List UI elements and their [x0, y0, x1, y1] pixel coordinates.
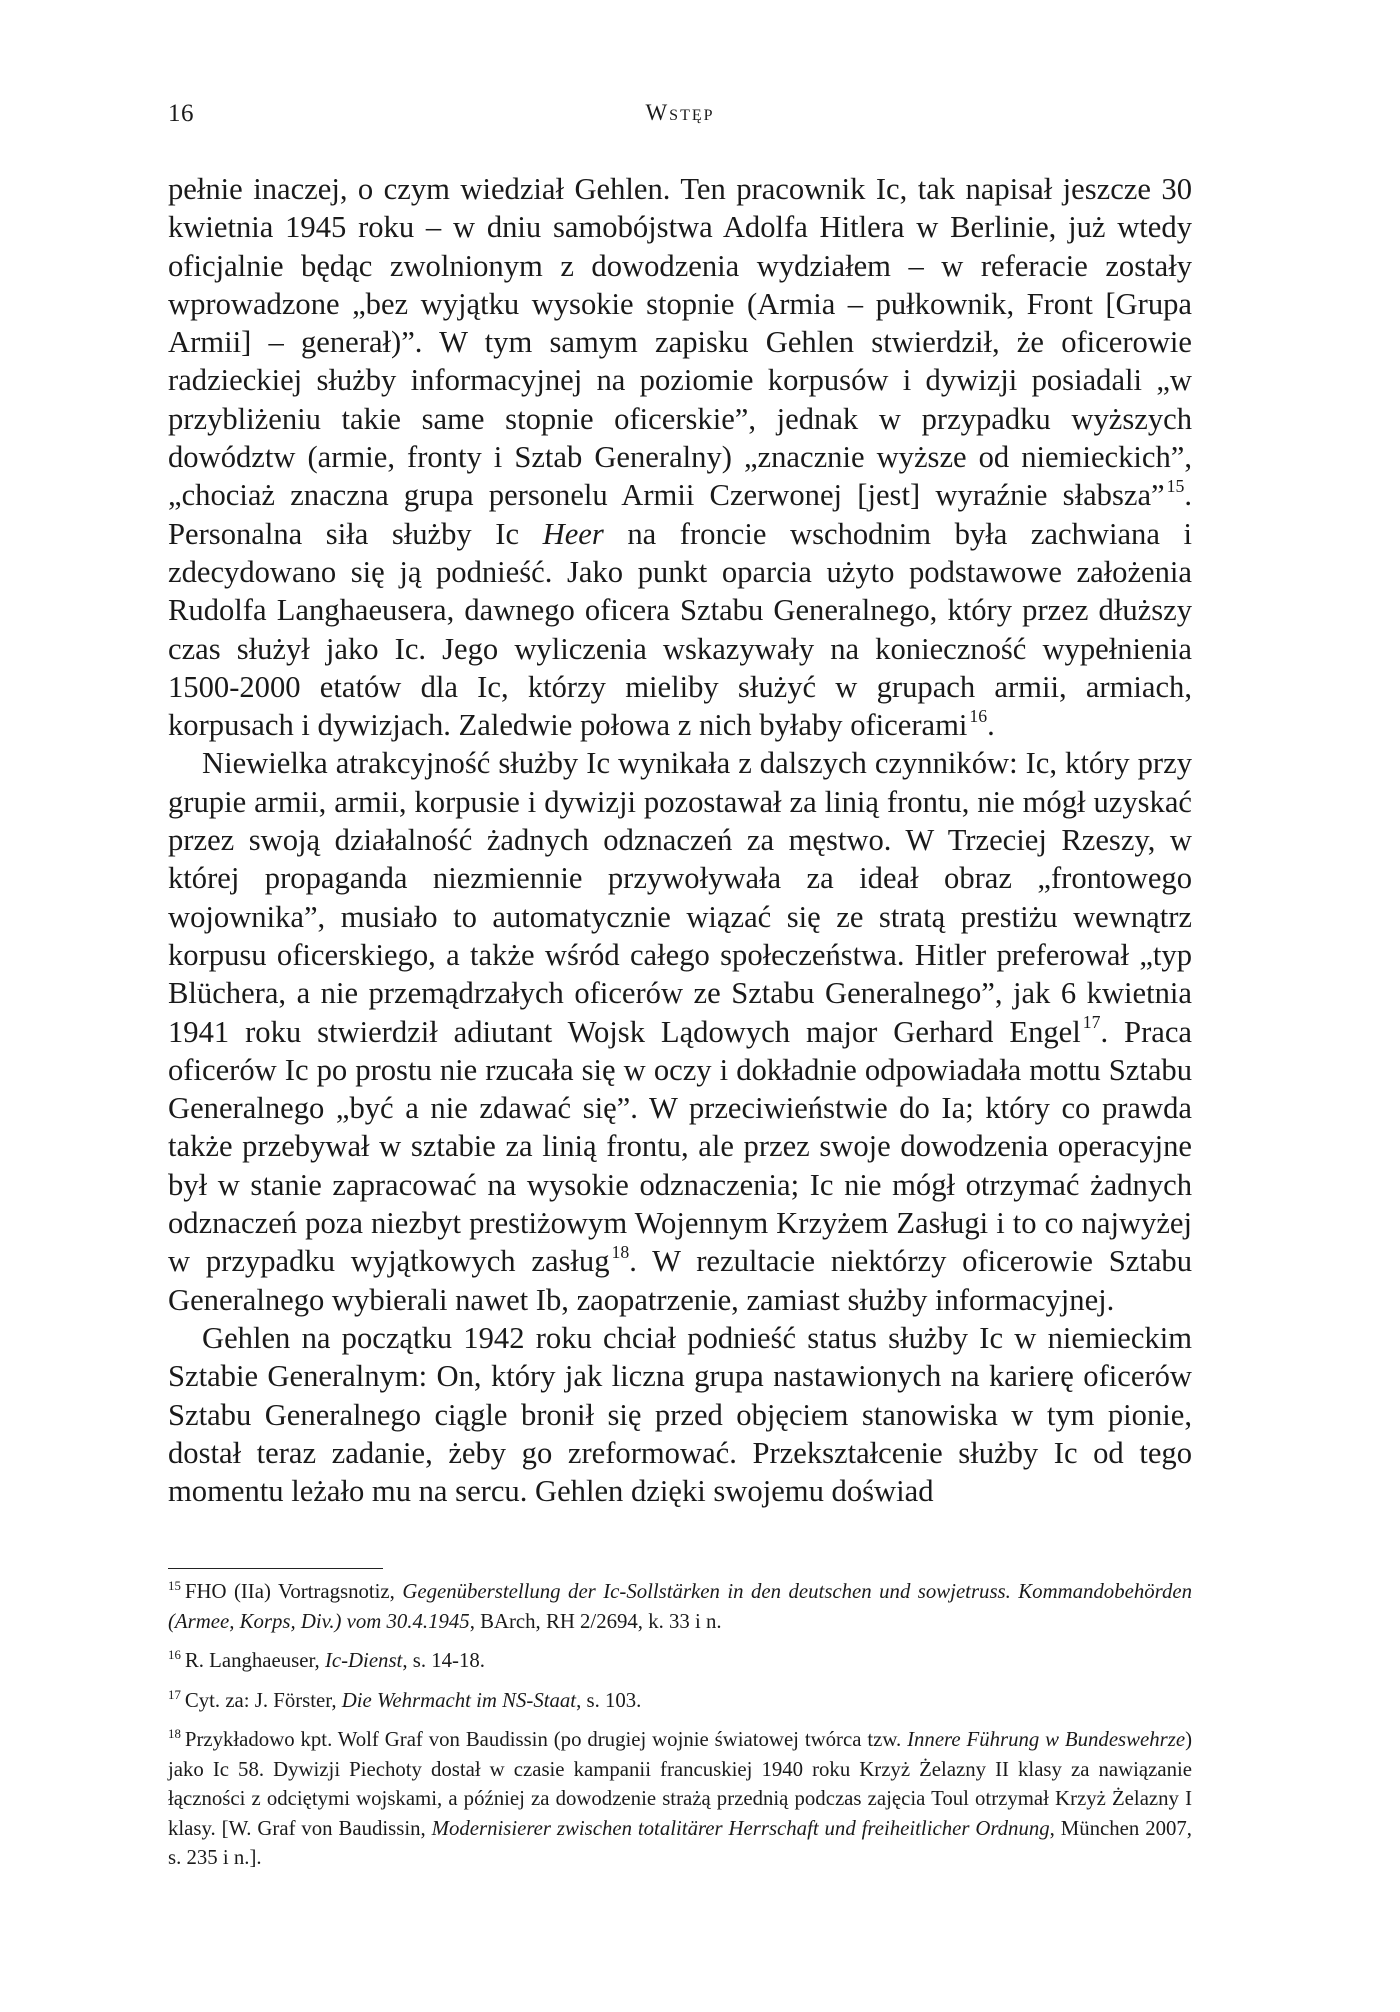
paragraph-2 [168, 744, 1192, 1318]
text-run: . Praca oficerów Ic po prostu nie rzucała się w oczy i dokładnie odpowiadała mottu Sztabu Generalnego „być a nie zdawać się”. W przeciwieństwie do Ia; który co prawda także przebywał w sztabie za linią frontu, ale przez swoje dowodzenia operacyjne był w stanie zapracować na wysokie odznaczenia; Ic nie mógł otrzymać żadnych odznaczeń poza niezbyt prestiżowym Wojennym Krzyżem Zasługi i to co najwyżej w przypadku wyjątkowych zasług [168, 1014, 1192, 1279]
text-run: na froncie wschodnim była zachwiana i zdecydowano się ją podnieść. Jako punkt oparcia użyto podstawowe założenia Rudolfa Langhaeusera, dawnego oficera Sztabu Generalnego, który przez dłuższy czas służył jako Ic. Jego wyliczenia wskazywały na konieczność wypełnienia 1500-2000 etatów dla Ic, którzy mieliby służyć w grupach armii, armiach, korpusach i dywizjach. Zaledwie połowa z nich byłaby oficerami [168, 516, 1192, 743]
footnote-ref: 16 [969, 705, 988, 726]
footnote-ref: 17 [1082, 1012, 1101, 1033]
footnote-number: 15 [168, 1579, 181, 1594]
text-run: Przykładowo kpt. Wolf Graf von Baudissin (po drugiej wojnie światowej twórca tzw. [184, 1728, 908, 1751]
footnote [168, 1725, 1192, 1873]
text-run: R. Langhaeuser, [184, 1649, 325, 1672]
running-head: Wstęp [645, 100, 715, 125]
text-run: FHO (IIa) Vortragsnotiz, [184, 1580, 403, 1603]
footnote-number: 17 [168, 1687, 181, 1702]
page-number: 16 [168, 100, 194, 127]
italic-text: Gegenüberstellung der Ic-Sollstärken in den deutschen und sowjetruss. Kommandobehörden (Armee, Korps, Div.) vom 30.4.1945 [168, 1580, 1192, 1633]
italic-text: Innere Führung w Bundeswehrze [907, 1728, 1186, 1751]
text-run: Niewielka atrakcyjność służby Ic wynikała z dalszych czynników: Ic, który przy grupie armii, armii, korpusie i dywizji pozostawał za linią frontu, nie mógł uzyskać przez swoją działalność żadnych odznaczeń za męstwo. W Trzeciej Rzeszy, w której propaganda niezmiennie przywoływała za ideał obraz „frontowego wojownika”, musiało to automatycznie wiązać się ze stratą prestiżu wewnątrz korpusu oficerskiego, a także wśród całego społeczeństwa. Hitler preferował „typ Blüchera, a nie przemądrzałych oficerów ze Sztabu Generalnego”, jak 6 kwietnia 1941 roku stwierdził adiutant Wojsk Lądowych major Gerhard Engel [168, 746, 1192, 1049]
text-run: . [987, 708, 995, 743]
text-run: , s. 14-18. [402, 1649, 485, 1672]
text-run: , München 2007, s. 235 i n.]. [168, 1816, 1192, 1869]
paragraph-3 [168, 1319, 1192, 1510]
footnote-rule [168, 1568, 383, 1569]
page-header [168, 100, 1192, 140]
text-run: . W rezultacie niektórzy oficerowie Sztabu Generalnego wybierali nawet Ib, zaopatrzenie, zamiast służby informacyjnej. [168, 1244, 1193, 1317]
footnote-number: 16 [168, 1648, 181, 1663]
footnote [168, 1646, 1192, 1676]
footnote-number: 18 [168, 1727, 181, 1742]
italic-text: Ic-Dienst [324, 1649, 403, 1672]
italic-text: Heer [542, 516, 604, 551]
text-run: pełnie inaczej, o czym wiedział Gehlen. Ten pracownik Ic, tak napisał jeszcze 30 kwietnia 1945 roku – w dniu samobójstwa Adolfa Hitlera w Berlinie, już wtedy oficjalnie będąc zwolnionym z dowodzenia wydziałem – w referacie zostały wprowadzone „bez wyjątku wysokie stopnie (Armia – pułkownik, Front [Grupa Armii] – generał)”. W tym samym zapisku Gehlen stwierdził, że oficerowie radzieckiej służby informacyjnej na poziomie korpusów i dywizji posiadali „w przybliżeniu takie same stopnie oficerskie”, jednak w przypadku wyższych dowództw (armie, fronty i Sztab Generalny) „znacznie wyższe od niemieckich”, „chociaż znaczna grupa personelu Armii Czerwonej [jest] wyraźnie słabsza” [168, 172, 1192, 513]
italic-text: Die Wehrmacht im NS-Staat [341, 1688, 577, 1712]
text-run: Cyt. za: J. Förster, [184, 1688, 342, 1712]
text-run: Gehlen na początku 1942 roku chciał podnieść status służby Ic w niemieckim Sztabie Generalnym: On, który jak liczna grupa nastawionych na karierę oficerów Sztabu Generalnego ciągle bronił się przed objęciem stanowiska w tym pionie, dostał teraz zadanie, żeby go zreformować. Przekształcenie służby Ic od tego momentu leżało mu na sercu. Gehlen dzięki swojemu doświad [168, 1320, 1192, 1509]
footnote-ref: 18 [611, 1242, 630, 1263]
paragraph-1 [168, 170, 1192, 744]
text-run: . Personalna siła służby Ic [168, 478, 1192, 551]
text-run: ) jako Ic 58. Dywizji Piechoty dostał w czasie kampanii francuskiej 1940 roku Krzyż Żelazny II klasy za nawiązanie łączności z odciętymi wojskami, a później za dowodzenie strażą przednią podczas zajęcia Toul otrzymał Krzyż Żelazny I klasy. [W. Graf von Baudissin, [168, 1728, 1193, 1840]
italic-text: Modernisierer zwischen totalitärer Herrschaft und freiheitlicher Ordnung [431, 1816, 1050, 1840]
text-run: , BArch, RH 2/2694, k. 33 i n. [469, 1609, 722, 1633]
main-text [168, 170, 1192, 1510]
footnote [168, 1686, 1192, 1716]
text-run: , s. 103. [576, 1688, 642, 1712]
footnotes [168, 1577, 1192, 1883]
footnote [168, 1577, 1192, 1636]
footnote-ref: 15 [1166, 476, 1185, 497]
